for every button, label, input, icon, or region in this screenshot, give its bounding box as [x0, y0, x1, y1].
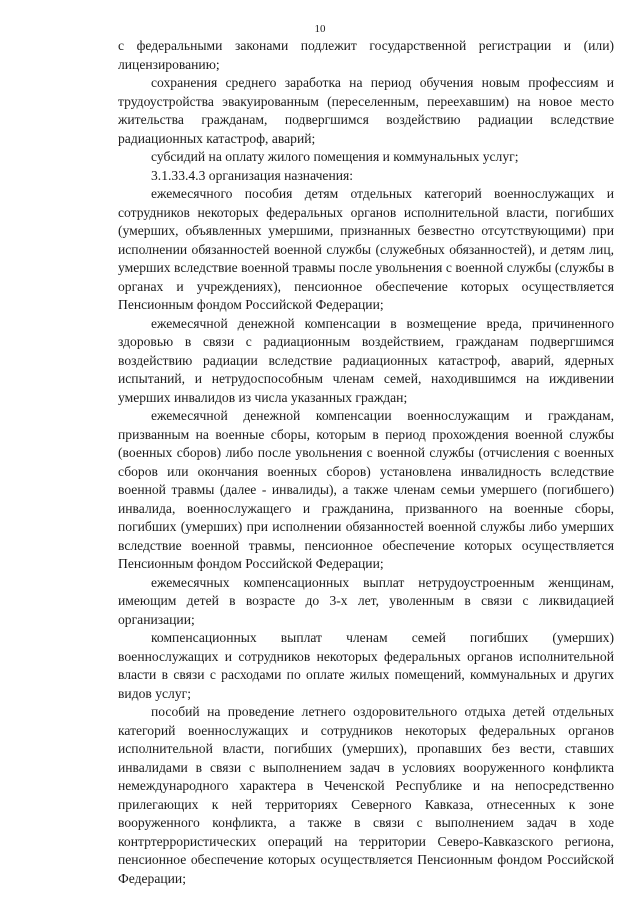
- paragraph: ежемесячных компенсационных выплат нетрудоустроенным женщинам, имеющим детей в возрасте до 3-х лет, уволенным в связи с ликвидацией организации;: [118, 574, 614, 627]
- paragraph: пособий на проведение летнего оздоровительного отдыха детей отдельных категорий военнослужащих и сотрудников некоторых федеральных органов исполнительной власти, погибших (умерших), пропавших без вести, ставших инвалидами в связи с выполнением задач в условиях вооруженного конфликта немеждународного характера в Чеченской Республике и на непосредственно прилегающих к ней территориях Северного Кавказа, отнесенных к зоне вооруженного конфликта, а также в связи с выполнением задач в ходе контртеррористических операций на территории Северо-Кавказского региона, пенсионное обеспечение которых осуществляется Пенсионным фондом Российской Федерации;: [118, 704, 614, 886]
- paragraph: ежемесячной денежной компенсации в возмещение вреда, причиненного здоровью в связи с радиационным воздействием, гражданам подвергшимся воздействию радиации вследствие радиационных катастроф, аварий, ядерных испытаний, и нетрудоспособным членам семей, находившимся на иждивении умерших инвалидов из числа указанных граждан;: [118, 315, 614, 405]
- paragraph: с федеральными законами подлежит государственной регистрации и (или) лицензированию;: [118, 38, 614, 72]
- paragraph: ежемесячного пособия детям отдельных категорий военнослужащих и сотрудников некоторых федеральных органов исполнительной власти, погибших (умерших, объявленных умершими, признанных безвестно отсутствующими) при исполнении обязанностей военной службы (служебных обязанностей), и детям лиц, умерших вследствие военной травмы после увольнения с военной службы (службы в органах и учреждениях), пенсионное обеспечение которых осуществляется Пенсионным фондом Российской Федерации;: [118, 186, 614, 312]
- section-heading: 3.1.33.4.3 организация назначения:: [151, 167, 354, 183]
- paragraph: субсидий на оплату жилого помещения и коммунальных услуг;: [151, 149, 519, 164]
- paragraph: ежемесячной денежной компенсации военнослужащим и гражданам, призванным на военные сборы, которым в период прохождения военной службы (военных сборов) либо после увольнения с военной службы (отчисления с военных сборов или окончания военных сборов) установлена инвалидность вследствие военной травмы (далее - инвалиды), а также членам семьи умершего (погибшего) инвалида, военнослужащего и гражданина, призванного на военные сборы, погибших (умерших) при исполнении обязанностей военной службы либо умерших вследствие военной травмы, пенсионное обеспечение которых осуществляется Пенсионным фондом Российской Федерации;: [118, 408, 614, 571]
- paragraph: сохранения среднего заработка на период обучения новым профессиям и трудоустройства эвакуированным (переселенным, переехавшим) на новое место жительства гражданам, подвергшимся воздействию радиации вследствие радиационных катастроф, аварий;: [118, 75, 614, 146]
- page-number: 10: [314, 23, 326, 35]
- document-body: [118, 37, 614, 888]
- paragraph: компенсационных выплат членам семей погибших (умерших) военнослужащих и сотрудников некоторых федеральных органов исполнительной власти в связи с расходами по оплате жилых помещений, коммунальных и других видов услуг;: [118, 630, 614, 701]
